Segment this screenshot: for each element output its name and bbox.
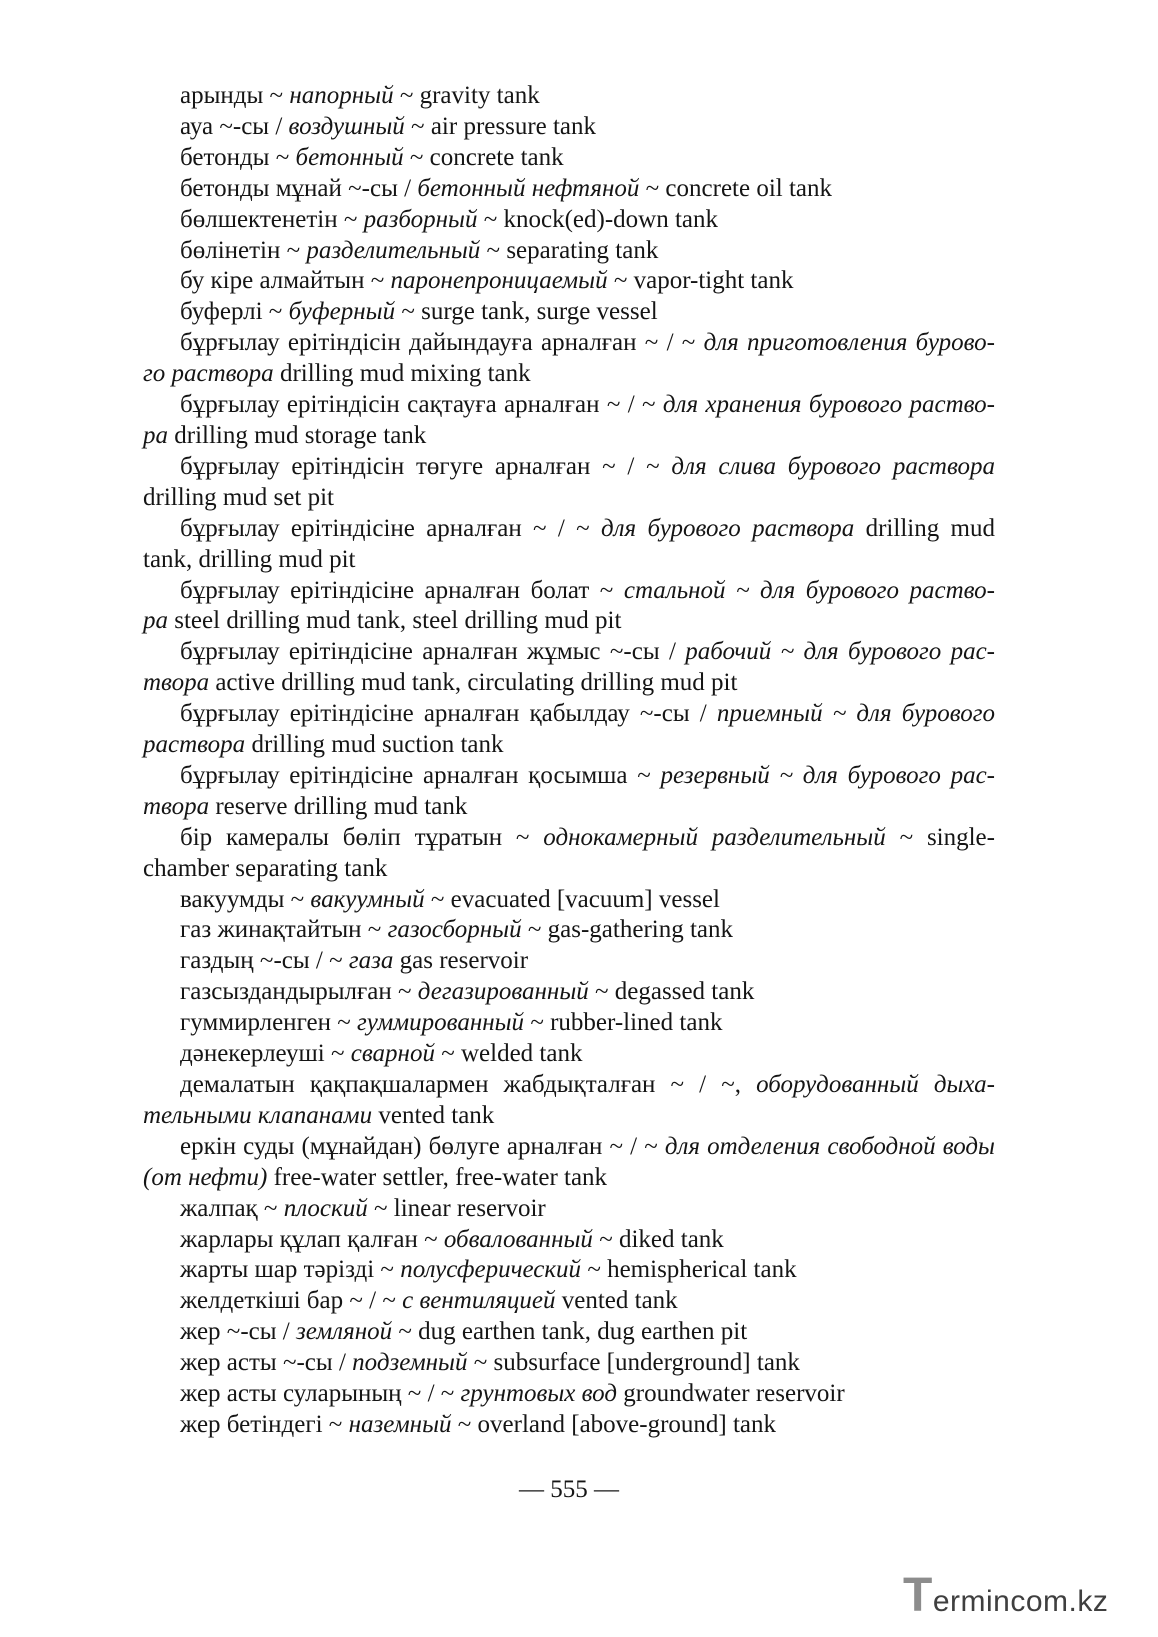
russian-term: ра (143, 421, 168, 449)
term-text: дәнекерлеуші ~ (180, 1040, 351, 1068)
dictionary-entries (143, 81, 995, 1441)
term-text: бұрғылау ерітіндісін дайындауға арналған ~ / ~ (180, 329, 704, 357)
entry-line (143, 452, 995, 483)
russian-term: оборудованный дыха- (756, 1071, 995, 1098)
term-text: газдың ~-сы / ~ (180, 947, 349, 975)
russian-term: твора (143, 669, 210, 697)
entry-line (143, 1286, 995, 1317)
term-text: chamber separating tank (143, 854, 388, 882)
entry-line (143, 606, 995, 637)
term-text: ~ diked tank (592, 1225, 724, 1253)
term-text: бұрғылау ерітіндісіне арналған қабылдау ~-сы / (180, 700, 717, 728)
term-text: бұрғылау ерітіндісін сақтауға арналған ~ / ~ (180, 391, 663, 419)
dictionary-entry (143, 1132, 995, 1194)
russian-term: однокамерный разделительный (543, 823, 886, 851)
entry-line (143, 1039, 995, 1070)
dictionary-entry (143, 1286, 995, 1317)
term-text: ~ concrete oil tank (639, 174, 833, 202)
russian-term: для слива бурового раствора (671, 452, 995, 480)
entry-line (143, 885, 995, 916)
term-text: drilling mud suction tank (245, 731, 504, 759)
term-text: ~ subsurface [underground] tank (467, 1349, 800, 1377)
russian-term: (от нефти) (143, 1163, 268, 1191)
russian-term: стальной ~ для бурового раство- (623, 576, 995, 604)
term-text: арынды ~ (180, 82, 290, 109)
entry-line (143, 514, 995, 545)
entry-line (143, 730, 995, 761)
term-text: free-water settler, free-water tank (267, 1163, 608, 1191)
russian-term: обвалованный (443, 1225, 593, 1253)
russian-term: для хранения бурового раство- (662, 391, 995, 419)
russian-term: плоский (283, 1194, 368, 1222)
dictionary-entry (143, 390, 995, 452)
term-text: жер ~-сы / (180, 1318, 296, 1346)
russian-term: гуммированный (357, 1009, 525, 1037)
entry-line (143, 1101, 995, 1132)
dictionary-entry (143, 946, 995, 977)
term-text: бұрғылау ерітіндісіне арналған қосымша ~ (180, 761, 661, 789)
dictionary-entry (143, 1348, 995, 1379)
dictionary-entry (143, 1039, 995, 1070)
entry-line (143, 483, 995, 514)
dictionary-entry (143, 1008, 995, 1039)
russian-term: ра (143, 607, 168, 635)
dictionary-entry (143, 1070, 995, 1132)
russian-term: приемный ~ для бурового (716, 700, 995, 728)
entry-line (143, 266, 995, 297)
term-text: ~ welded tank (434, 1040, 583, 1068)
term-text: буферлі ~ (180, 298, 289, 326)
term-text: бұрғылау ерітіндісіне арналған ~ / ~ (180, 514, 601, 542)
term-text: ~ overland [above-ground] tank (451, 1410, 777, 1438)
entry-line (143, 792, 995, 823)
term-text: ~ air pressure tank (404, 112, 597, 140)
term-text: жер асты суларының ~ / ~ (180, 1380, 461, 1408)
term-text: гуммирленген ~ (180, 1009, 357, 1037)
dictionary-entry (143, 885, 995, 916)
term-text: ~ rubber-lined tank (524, 1009, 723, 1037)
entry-line (143, 390, 995, 421)
entry-line (143, 915, 995, 946)
russian-term: дегазированный (417, 978, 589, 1006)
term-text: ~ vapor-tight tank (607, 267, 794, 295)
russian-term: разборный (363, 205, 478, 233)
dictionary-entry (143, 637, 995, 699)
russian-term: воздушный (288, 112, 405, 140)
term-text: drilling mud storage tank (168, 421, 427, 449)
entry-line (143, 205, 995, 236)
russian-term: бетонный (295, 143, 404, 171)
dictionary-entry (143, 576, 995, 638)
term-text: ~ dug earthen tank, dug earthen pit (392, 1318, 748, 1346)
term-text: бетонды мұнай ~-сы / (180, 174, 418, 202)
dictionary-entry (143, 81, 995, 112)
term-text: active drilling mud tank, circulating drilling mud pit (209, 669, 738, 697)
term-text: ~ gravity tank (393, 82, 540, 109)
dictionary-entry (143, 1410, 995, 1441)
dictionary-entry (143, 1255, 995, 1286)
term-text: бу кіре алмайтын ~ (180, 267, 391, 295)
entry-line (143, 545, 995, 576)
term-text: ~ degassed tank (588, 978, 755, 1006)
entry-line (143, 668, 995, 699)
term-text: ~ surge tank, surge vessel (395, 298, 658, 326)
term-text: бетонды ~ (180, 143, 296, 171)
term-text: жарты шар тәрізді ~ (180, 1256, 401, 1284)
term-text: бөлшектенетін ~ (180, 205, 364, 233)
entry-line (143, 1225, 995, 1256)
dictionary-entry (143, 143, 995, 174)
dictionary-entry (143, 205, 995, 236)
russian-term: го раствора (143, 360, 274, 388)
dictionary-entry (143, 977, 995, 1008)
entry-line (143, 1348, 995, 1379)
russian-term: для бурового раствора (601, 514, 855, 542)
entry-line (143, 761, 995, 792)
entry-line (143, 977, 995, 1008)
entry-line (143, 81, 995, 112)
dictionary-entry (143, 174, 995, 205)
dictionary-entry (143, 514, 995, 576)
dictionary-entry (143, 328, 995, 390)
term-text: желдеткіші бар ~ / ~ (180, 1287, 403, 1315)
russian-term: подземный (352, 1349, 468, 1377)
term-text: жарлары құлап қалған ~ (180, 1225, 444, 1253)
entry-line (143, 1255, 995, 1286)
entry-line (143, 1410, 995, 1441)
dictionary-entry (143, 1379, 995, 1410)
termincom-logo: Termincom.kz (903, 1569, 1109, 1622)
entry-line (143, 1194, 995, 1225)
russian-term: наземный (348, 1410, 452, 1438)
entry-line (143, 854, 995, 885)
entry-line (143, 1008, 995, 1039)
russian-term: с вентиляцией (402, 1287, 556, 1315)
russian-term: паронепроницаемый (390, 267, 608, 295)
entry-line (143, 112, 995, 143)
term-text: vented tank (555, 1287, 678, 1315)
russian-term: грунтовых вод (460, 1380, 617, 1408)
dictionary-entry (143, 452, 995, 514)
russian-term: газа (348, 947, 394, 975)
russian-term: разделительный (306, 236, 481, 264)
dictionary-entry (143, 915, 995, 946)
entry-line (143, 1379, 995, 1410)
entry-line (143, 1070, 995, 1101)
dictionary-entry (143, 1317, 995, 1348)
term-text: ~ knock(ed)-down tank (477, 205, 719, 233)
russian-term: вакуумный (310, 885, 425, 913)
russian-term: твора (143, 792, 210, 820)
entry-line (143, 1132, 995, 1163)
term-text: газсыздандырылған ~ (180, 978, 418, 1006)
entry-line (143, 823, 995, 854)
russian-term: земляной (295, 1318, 393, 1346)
term-text: жер асты ~-сы / (180, 1349, 353, 1377)
term-text: gas reservoir (393, 947, 529, 975)
russian-term: буферный (288, 298, 396, 326)
term-text: ~ concrete tank (403, 143, 564, 171)
entry-line (143, 359, 995, 390)
term-text: ~ gas-gathering tank (521, 916, 734, 944)
dictionary-entry (143, 761, 995, 823)
russian-term: сварной (350, 1040, 435, 1068)
dictionary-entry (143, 1225, 995, 1256)
term-text: ~ hemispherical tank (581, 1256, 797, 1284)
term-text: бөлінетін ~ (180, 236, 307, 264)
term-text: ~ separating tank (480, 236, 659, 264)
dictionary-entry (143, 112, 995, 143)
term-text: вакуумды ~ (180, 885, 311, 913)
term-text: groundwater reservoir (617, 1380, 845, 1408)
term-text: drilling mud (854, 514, 995, 542)
dictionary-entry (143, 236, 995, 267)
term-text: жалпақ ~ (180, 1194, 284, 1222)
term-text: ~ single- (885, 823, 995, 851)
term-text: жер бетіндегі ~ (180, 1410, 349, 1438)
dictionary-entry (143, 297, 995, 328)
russian-term: раствора (143, 731, 246, 759)
term-text: бір камералы бөліп тұратын ~ (180, 823, 544, 851)
entry-line (143, 1163, 995, 1194)
term-text: drilling mud mixing tank (273, 360, 531, 388)
dictionary-entry (143, 699, 995, 761)
term-text: бұрғылау ерітіндісін төгуге арналған ~ / ~ (180, 452, 672, 480)
russian-term: газосборный (387, 916, 522, 944)
entry-line (143, 576, 995, 607)
term-text: бұрғылау ерітіндісіне арналған жұмыс ~-сы / (180, 638, 686, 666)
term-text: drilling mud set pit (143, 483, 334, 511)
dictionary-entry (143, 266, 995, 297)
term-text: tank, drilling mud pit (143, 545, 356, 573)
term-text: vented tank (372, 1101, 495, 1129)
entry-line (143, 421, 995, 452)
entry-line (143, 637, 995, 668)
russian-term: полусферический (400, 1256, 582, 1284)
russian-term: тельными клапанами (143, 1101, 373, 1129)
term-text: демалатын қақпақшалармен жабдықталған ~ / ~, (180, 1071, 757, 1098)
dictionary-entry (143, 1194, 995, 1225)
entry-line (143, 699, 995, 730)
term-text: steel drilling mud tank, steel drilling mud pit (168, 607, 622, 635)
dictionary-entry (143, 823, 995, 885)
russian-term: для отделения свободной воды (664, 1132, 995, 1160)
entry-line (143, 1317, 995, 1348)
term-text: ~ linear reservoir (367, 1194, 546, 1222)
russian-term: рабочий ~ для бурового рас- (685, 638, 995, 666)
russian-term: бетонный нефтяной (417, 174, 640, 202)
term-text: газ жинақтайтын ~ (180, 916, 388, 944)
russian-term: для приготовления бурово- (703, 329, 995, 357)
term-text: бұрғылау ерітіндісіне арналған болат ~ (180, 576, 624, 604)
entry-line (143, 946, 995, 977)
russian-term: напорный (289, 82, 394, 109)
entry-line (143, 236, 995, 267)
term-text: ауа ~-сы / (180, 112, 289, 140)
term-text: ~ evacuated [vacuum] vessel (424, 885, 720, 913)
russian-term: резервный ~ для бурового рас- (660, 761, 995, 789)
term-text: еркін суды (мұнайдан) бөлуге арналған ~ / ~ (180, 1132, 665, 1160)
entry-line (143, 297, 995, 328)
entry-line (143, 174, 995, 205)
entry-line (143, 328, 995, 359)
entry-line (143, 143, 995, 174)
term-text: reserve drilling mud tank (209, 792, 468, 820)
page-number: — 555 — (519, 1476, 619, 1503)
